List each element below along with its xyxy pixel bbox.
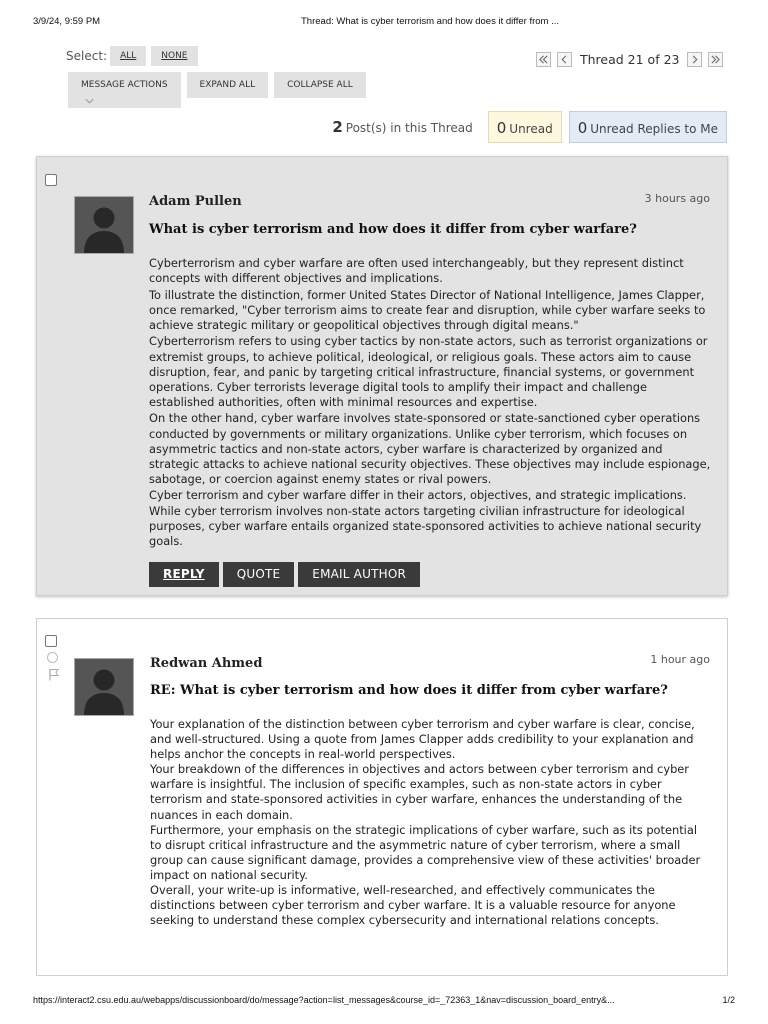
print-date: 3/9/24, 9:59 PM bbox=[33, 16, 101, 27]
post-paragraph: Cyber terrorism and cyber warfare differ in their actors, objectives, and strategic implications. While cyber terrorism involves non-state actors targeting civilian infrastructure for ideological purposes, cyber warfare entails organized state-sponsored activities to achieve national security goals. bbox=[149, 488, 702, 548]
post-redwan-ahmed bbox=[36, 618, 728, 976]
read-status-toggle[interactable] bbox=[47, 652, 58, 663]
post-paragraph: On the other hand, cyber warfare involves state-sponsored or state-sanctioned cyber operations conducted by governments or military organizations. Unlike cyber terrorism, which focuses on asymmetric tactics and non-state actors, cyber warfare is characterized by organized and strategic attacks to achieve national security objectives. These objectives may include espionage, sabotage, or coercion against enemy states or rival powers. bbox=[149, 411, 711, 486]
reply-button[interactable]: REPLY bbox=[149, 562, 219, 587]
unread-replies-count: 0 bbox=[577, 119, 588, 137]
email-author-button[interactable]: EMAIL AUTHOR bbox=[298, 562, 420, 587]
print-footer bbox=[33, 995, 735, 1007]
post-author: Adam Pullen bbox=[149, 194, 242, 209]
chevron-right-icon bbox=[690, 55, 699, 64]
collapse-all-button[interactable]: COLLAPSE ALL bbox=[274, 72, 366, 98]
double-chevron-right-icon bbox=[711, 55, 720, 64]
user-silhouette-icon bbox=[75, 197, 133, 253]
chevron-left-icon bbox=[560, 55, 569, 64]
print-header bbox=[33, 16, 735, 30]
unread-label: Unread bbox=[509, 122, 553, 136]
expand-all-button[interactable]: EXPAND ALL bbox=[187, 72, 269, 98]
post-paragraph: Cyberterrorism refers to using cyber tactics by non-state actors, such as terrorist organizations or extremist groups, to achieve political, ideological, or religious goals. These actors aim to cause disruption, fear, and panic by targeting critical infrastructure, financial systems, or government operations. Cyber terrorists leverage digital tools to amplify their impact and challenge established authorities, often with minimal resources and expertise. bbox=[149, 334, 708, 409]
post-select-checkbox[interactable] bbox=[45, 635, 57, 647]
first-thread-button[interactable] bbox=[536, 52, 551, 67]
post-author: Redwan Ahmed bbox=[150, 656, 263, 671]
post-paragraph: Your explanation of the distinction between cyber terrorism and cyber warfare is clear, concise, and well-structured. Using a quote from James Clapper adds credibility to your explanation and helps anchor the concepts in real-world perspectives. bbox=[150, 717, 695, 762]
thread-pager bbox=[536, 50, 729, 68]
message-actions-label: MESSAGE ACTIONS bbox=[81, 80, 168, 90]
unread-replies-label: Unread Replies to Me bbox=[590, 122, 718, 136]
flag-icon[interactable] bbox=[48, 668, 60, 681]
double-chevron-left-icon bbox=[539, 55, 548, 64]
thread-actions bbox=[68, 72, 372, 108]
chevron-down-icon bbox=[85, 98, 94, 105]
post-select-checkbox[interactable] bbox=[45, 174, 57, 186]
avatar bbox=[74, 658, 134, 716]
user-silhouette-icon bbox=[75, 659, 133, 715]
print-title: Thread: What is cyber terrorism and how does it differ from ... bbox=[301, 16, 560, 27]
unread-replies-filter[interactable] bbox=[569, 111, 727, 143]
post-subject: What is cyber terrorism and how does it differ from cyber warfare? bbox=[149, 222, 637, 237]
next-thread-button[interactable] bbox=[687, 52, 702, 67]
post-paragraph: To illustrate the distinction, former United States Director of National Intelligence, James Clapper, once remarked, "Cyber terrorism aims to create fear and disruption, while cyber warfare seeks to achieve strategic military or geopolitical objectives through digital means." bbox=[149, 287, 706, 332]
post-paragraph: Furthermore, your emphasis on the strategic implications of cyber warfare, such as its potential to disrupt critical infrastructure and the asymmetric nature of cyber terrorism, where a small group can cause significant damage, provides a comprehensive view of these activities' broader impact on national security. bbox=[150, 822, 701, 882]
post-timestamp: 1 hour ago bbox=[650, 653, 710, 666]
unread-filter[interactable] bbox=[488, 111, 562, 143]
post-paragraph: Your breakdown of the differences in objectives and actors between cyber terrorism and cyber warfare is insightful. The inclusion of specific examples, such as non-state actors in cyber terrorism and state-sponsored activities in cyber warfare, enhances the understanding of the nuances in each domain. bbox=[150, 762, 689, 822]
post-paragraph: Overall, your write-up is informative, well-researched, and effectively communicates the distinctions between cyber terrorism and cyber warfare. It is a valuable resource for anyone seeking to understand these complex cybersecurity and international relations concepts. bbox=[150, 883, 676, 928]
previous-thread-button[interactable] bbox=[557, 52, 572, 67]
posts-count-stat bbox=[332, 118, 472, 136]
avatar bbox=[74, 196, 134, 254]
quote-button[interactable]: QUOTE bbox=[223, 562, 295, 587]
post-subject: RE: What is cyber terrorism and how does it differ from cyber warfare? bbox=[150, 683, 668, 698]
select-none-button[interactable]: NONE bbox=[151, 46, 197, 66]
post-body bbox=[149, 256, 714, 550]
last-thread-button[interactable] bbox=[708, 52, 723, 67]
posts-count-label: Post(s) in this Thread bbox=[345, 121, 473, 135]
thread-position: Thread 21 of 23 bbox=[580, 51, 680, 67]
post-buttons bbox=[149, 562, 424, 587]
print-url: https://interact2.csu.edu.au/webapps/discussionboard/do/message?action=list_messages&course_id=_72363_1&nav=discussion_board_entry&... bbox=[33, 995, 615, 1005]
thread-stats bbox=[332, 111, 727, 143]
unread-count: 0 bbox=[496, 119, 507, 137]
message-actions-button[interactable] bbox=[68, 72, 181, 108]
post-paragraph: Cyberterrorism and cyber warfare are often used interchangeably, but they represent distinct concepts with different objectives and implications. bbox=[149, 256, 684, 286]
print-page-number: 1/2 bbox=[722, 995, 735, 1005]
select-all-button[interactable]: ALL bbox=[110, 46, 146, 66]
select-label: Select: bbox=[66, 49, 108, 63]
post-timestamp: 3 hours ago bbox=[644, 192, 710, 205]
posts-count: 2 bbox=[332, 118, 343, 136]
select-controls bbox=[66, 45, 203, 67]
post-adam-pullen bbox=[36, 156, 728, 596]
post-body bbox=[150, 717, 710, 928]
